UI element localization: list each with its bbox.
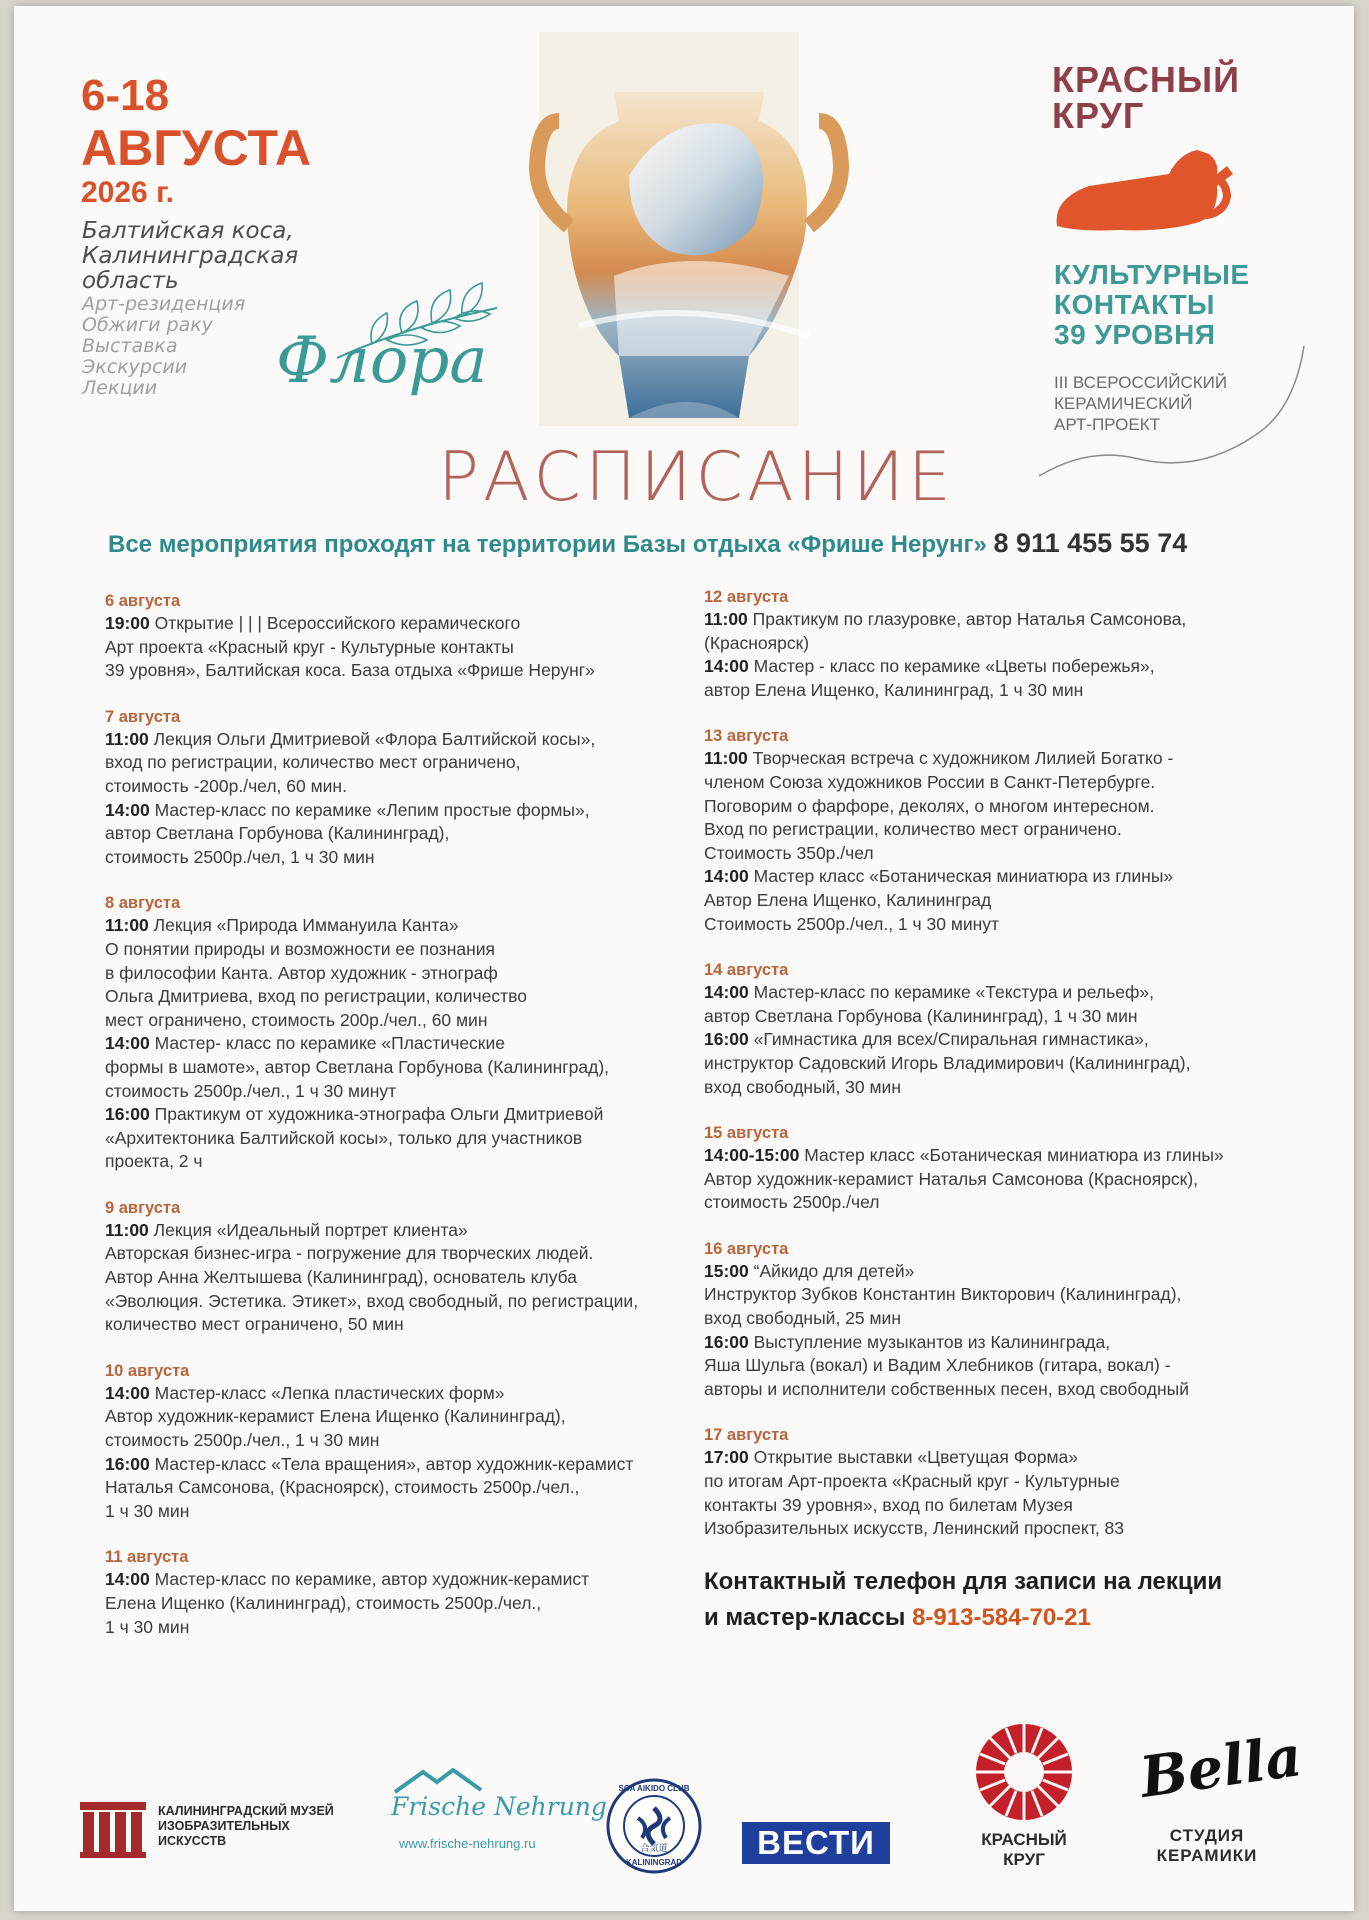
day-block [105, 892, 695, 1174]
aikido-club-logo [606, 1778, 702, 1874]
event-line [704, 747, 1344, 771]
event-line [105, 1568, 695, 1592]
event-line [704, 655, 1344, 679]
event-time: 11:00 [105, 1219, 149, 1240]
event-line [105, 962, 695, 986]
event-text: Ольга Дмитриева, вход по регистрации, количество [105, 986, 527, 1007]
event-text: авторы и исполнители собственных песен, вход свободный [704, 1378, 1189, 1399]
event-place [82, 219, 298, 294]
event-dates: 6-18 [81, 71, 170, 120]
vase-photo [519, 26, 899, 426]
event-text: Мастер-класс по керамике, автор художник-керамист [154, 1569, 590, 1590]
brand-subtitle-line: 39 УРОВНЯ [1054, 319, 1216, 350]
event-line [105, 1500, 695, 1524]
event-text: 1 ч 30 мин [105, 1500, 190, 1521]
event-text: Елена Ищенко (Калининград), стоимость 2500р./чел., [105, 1593, 542, 1613]
event-time: 11:00 [105, 728, 149, 749]
venue-phone: 8 911 455 55 74 [993, 528, 1188, 558]
event-text: инструктор Садовский Игорь Владимирович (Калининград), [704, 1052, 1191, 1073]
event-time: 14:00 [105, 799, 150, 820]
aikido-top-text: SCA AIKIDO CLUB [618, 1784, 690, 1793]
contact-phone: 8-913-584-70-21 [912, 1603, 1091, 1631]
flora-title: Флора [276, 324, 488, 398]
event-line [704, 981, 1344, 1005]
bella-signature: Bella [1136, 1723, 1306, 1811]
bella-caption-line: КЕРАМИКИ [1156, 1846, 1258, 1865]
schedule-title: РАСПИСАНИЕ [438, 438, 955, 517]
event-text: количество мест ограничено, 50 мин [105, 1314, 404, 1335]
brand-note-line: КЕРАМИЧЕСКИЙ [1054, 394, 1193, 413]
event-line [105, 728, 695, 752]
brand-subtitle [1054, 260, 1250, 350]
day-date: 13 августа [704, 727, 789, 746]
event-line [704, 1470, 1344, 1494]
event-line [704, 1283, 1344, 1307]
event-line [704, 913, 1344, 937]
day-block [704, 1122, 1344, 1215]
event-line [105, 846, 695, 870]
activity-item: Лекции [82, 377, 158, 399]
event-text: Авторская бизнес-игра - погружение для творческих людей. [105, 1243, 594, 1264]
event-time: 14:00 [105, 1569, 150, 1590]
event-text: Мастер-класс по керамике «Лепим простые формы», [154, 799, 590, 820]
day-date: 7 августа [105, 707, 181, 726]
day-date: 16 августа [704, 1239, 789, 1258]
event-time: 11:00 [704, 748, 748, 769]
day-date: 17 августа [704, 1426, 789, 1445]
day-date: 14 августа [704, 961, 789, 980]
event-text: стоимость 2500р./чел [704, 1192, 880, 1213]
event-line [105, 636, 695, 660]
event-text: Арт проекта «Красный круг - Культурные контакты [105, 636, 514, 657]
event-text: вход свободный, 30 мин [704, 1076, 901, 1097]
museum-name-line: ИСКУССТВ [158, 1834, 227, 1848]
event-text: Лекция Ольги Дмитриевой «Флора Балтийской косы», [153, 728, 596, 749]
bella-studio-logo [1132, 1723, 1306, 1874]
day-block [105, 1360, 695, 1524]
event-line [105, 1056, 695, 1080]
event-text: Мастер-класс по керамике «Текстура и рельеф», [753, 982, 1154, 1003]
event-line [704, 1354, 1344, 1378]
event-text: 39 уровня», Балтийская коса. База отдыха «Фрише Нерунг» [105, 660, 595, 681]
event-text: “Айкидо для детей» [753, 1260, 915, 1281]
event-line [105, 822, 695, 846]
event-line [704, 1494, 1344, 1518]
day-block [105, 590, 695, 683]
day-date: 9 августа [105, 1198, 181, 1217]
event-text: Лекция «Природа Иммануила Канта» [153, 915, 459, 936]
event-time: 14:00 [105, 1033, 150, 1054]
event-text: Мастер - класс по керамике «Цветы побережья», [753, 656, 1155, 677]
event-text: (Красноярск) [704, 632, 810, 653]
event-line [105, 612, 695, 636]
vesti-logo [742, 1822, 890, 1864]
event-text: Лекция «Идеальный портрет клиента» [153, 1219, 468, 1240]
event-line [105, 1405, 695, 1429]
event-line [704, 889, 1344, 913]
event-line [105, 751, 695, 775]
venue-text: Все мероприятия проходят на территории Базы отдыха «Фрише Нерунг» [108, 531, 987, 558]
event-line [704, 1378, 1344, 1402]
event-time: 15:00 [704, 1260, 749, 1281]
place-line: Балтийская коса, [82, 218, 294, 244]
event-line [105, 1242, 695, 1266]
event-text: Наталья Самсонова, (Красноярск), стоимость 2500р./чел., [105, 1477, 580, 1498]
event-text: стоимость 2500р./чел., 1 ч 30 минут [105, 1080, 397, 1101]
museum-name-line: ИЗОБРАЗИТЕЛЬНЫХ [158, 1819, 290, 1833]
event-time: 14:00 [704, 866, 749, 887]
museum-logo [80, 1800, 380, 1860]
event-text: Творческая встреча с художником Лилией Богатко - [752, 748, 1174, 769]
brand-subtitle-line: КОНТАКТЫ [1054, 289, 1215, 320]
event-text: Открытие | | | Всероссийского керамического [154, 613, 521, 633]
event-text: Вход по регистрации, количество мест ограничено. [704, 819, 1122, 840]
event-line [704, 795, 1344, 819]
event-text: вход по регистрации, количество мест ограничено, [105, 752, 521, 773]
event-line [105, 1313, 695, 1337]
event-text: автор Елена Ищенко, Калининград, 1 ч 30 мин [704, 679, 1084, 700]
event-line [704, 1005, 1344, 1029]
brand-note-line: III ВСЕРОССИЙСКИЙ [1054, 373, 1228, 392]
event-text: Инструктор Зубков Константин Викторович (Калининград), [704, 1284, 1182, 1305]
event-text: Мастер-класс «Тела вращения», автор художник-керамист [154, 1453, 634, 1474]
day-date: 8 августа [105, 894, 181, 913]
contact-line: Контактный телефон для записи на лекции [704, 1567, 1223, 1595]
event-line [105, 1266, 695, 1290]
event-time: 19:00 [105, 613, 150, 633]
event-line [105, 1382, 695, 1406]
event-time: 14:00 [704, 656, 749, 677]
event-time: 11:00 [704, 609, 748, 629]
event-line [105, 1290, 695, 1314]
event-line [105, 1476, 695, 1500]
event-text: Автор художник-керамист Наталья Самсонова (Красноярск), [704, 1168, 1199, 1189]
event-line [105, 985, 695, 1009]
frische-name: Frische Nehrung [391, 1792, 607, 1821]
event-text: Стоимость 2500р./чел., 1 ч 30 минут [704, 913, 1000, 934]
event-line [704, 842, 1344, 866]
event-line [704, 1076, 1344, 1100]
event-text: Мастер класс «Ботаническая миниатюра из глины» [753, 866, 1174, 887]
event-line [704, 1517, 1344, 1541]
event-time: 17:00 [704, 1447, 749, 1468]
event-line [105, 659, 695, 683]
day-block [105, 1197, 695, 1337]
event-line [105, 1150, 695, 1174]
event-text: «Архитектоника Балтийской косы», только для участников [105, 1127, 583, 1148]
event-line [105, 1127, 695, 1151]
red-circle-name-line: КРАСНЫЙ [981, 1830, 1067, 1849]
event-line [704, 679, 1344, 703]
event-time: 16:00 [105, 1104, 150, 1125]
event-line [704, 632, 1344, 656]
event-text: Изобразительных искусств, Ленинский проспект, 83 [704, 1518, 1125, 1539]
event-text: проекта, 2 ч [105, 1151, 203, 1172]
day-block [704, 1238, 1344, 1402]
venue-line [108, 528, 1187, 559]
vesti-text: ВЕСТИ [757, 1824, 875, 1861]
place-line: область [82, 268, 179, 294]
day-date: 12 августа [704, 588, 789, 606]
event-text: по итогам Арт-проекта «Красный круг - Культурные [704, 1471, 1120, 1492]
bella-caption [1132, 1826, 1282, 1866]
event-text: Мастер класс «Ботаническая миниатюра из глины» [804, 1145, 1224, 1166]
event-text: Поговорим о фарфоре, деколях, о многом интересном. [704, 795, 1155, 816]
event-line [105, 1080, 695, 1104]
event-text: стоимость 2500р./чел., 1 ч 30 мин [105, 1430, 380, 1451]
event-year: 2026 г. [81, 176, 174, 209]
event-line [105, 1592, 695, 1616]
event-text: «Гимнастика для всех/Спиральная гимнастика», [753, 1029, 1149, 1050]
event-text: формы в шамоте», автор Светлана Горбунова (Калининград), [105, 1056, 610, 1077]
event-text: Открытие выставки «Цветущая Форма» [753, 1447, 1079, 1468]
day-block [105, 1546, 695, 1639]
event-line [704, 1191, 1344, 1215]
day-block [704, 586, 1344, 702]
amphora-logo-icon [1049, 144, 1239, 239]
event-text: О понятии природы и возможности ее познания [105, 938, 496, 959]
schedule-right-column [704, 586, 1344, 1636]
museum-name-line: КАЛИНИНГРАДСКИЙ МУЗЕЙ [158, 1804, 334, 1818]
event-text: Яша Шульга (вокал) и Вадим Хлебников (гитара, вокал) - [704, 1355, 1171, 1376]
brand-subtitle-line: КУЛЬТУРНЫЕ [1054, 259, 1250, 290]
event-time: 16:00 [704, 1331, 749, 1352]
brand-title-line: КРУГ [1052, 95, 1145, 136]
event-text: в философии Канта. Автор художник - этнограф [105, 962, 498, 983]
frische-nehrung-logo [379, 1768, 607, 1868]
event-line [105, 799, 695, 823]
red-circle-name [964, 1830, 1084, 1870]
contact-text: и мастер-классы [704, 1603, 906, 1631]
event-month: АВГУСТА [81, 120, 312, 176]
museum-columns-icon [80, 1802, 146, 1858]
decorative-curve [1029, 341, 1309, 491]
event-line [105, 938, 695, 962]
day-block [704, 959, 1344, 1099]
event-line [105, 1453, 695, 1477]
red-circle-name-line: КРУГ [1003, 1850, 1045, 1869]
event-time: 14:00-15:00 [704, 1145, 800, 1166]
day-block [704, 725, 1344, 936]
activity-item: Экскурсии [82, 356, 188, 378]
aikido-bottom-text: KALININGRAD [626, 1858, 682, 1867]
activity-item: Арт-резиденция [82, 293, 246, 315]
place-line: Калининградская [82, 243, 299, 269]
activities-list [82, 294, 245, 399]
event-line [105, 1219, 695, 1243]
day-block [704, 1424, 1344, 1540]
event-line [704, 1307, 1344, 1331]
event-line [105, 775, 695, 799]
event-time: 14:00 [704, 982, 749, 1003]
brand-title-line: КРАСНЫЙ [1052, 59, 1241, 100]
frische-url: www.frische-nehrung.ru [399, 1836, 536, 1851]
event-line [704, 1028, 1344, 1052]
event-text: Практикум по глазуровке, автор Наталья Самсонова, [752, 609, 1187, 629]
day-date: 11 августа [105, 1548, 189, 1567]
day-date: 10 августа [105, 1361, 190, 1380]
day-date: 15 августа [704, 1124, 789, 1143]
sunburst-icon [974, 1722, 1074, 1822]
event-line [704, 608, 1344, 632]
event-text: 1 ч 30 мин [105, 1616, 190, 1637]
activity-item: Обжиги раку [82, 314, 213, 336]
event-time: 16:00 [105, 1453, 150, 1474]
museum-name [158, 1804, 334, 1849]
event-line [704, 865, 1344, 889]
red-circle-logo [964, 1722, 1084, 1872]
event-time: 11:00 [105, 915, 149, 936]
aikido-center-text: 合気道 [640, 1844, 668, 1854]
event-time: 16:00 [704, 1029, 749, 1050]
event-line [704, 1144, 1344, 1168]
poster [14, 6, 1354, 1911]
event-text: контакты 39 уровня», вход по билетам Музея [704, 1494, 1073, 1515]
contact-line [704, 1600, 1344, 1636]
event-time: 14:00 [105, 1382, 150, 1403]
event-line [704, 818, 1344, 842]
event-line [704, 1260, 1344, 1284]
event-text: Стоимость 350р./чел [704, 842, 874, 863]
contact-block [704, 1564, 1344, 1636]
event-text: Автор Анна Желтышева (Калининград), основатель клуба [105, 1267, 578, 1288]
event-text: автор Светлана Горбунова (Калининград), 1 ч 30 мин [704, 1005, 1138, 1026]
event-text: Мастер-класс «Лепка пластических форм» [154, 1382, 505, 1403]
event-line [105, 1009, 695, 1033]
event-line [105, 1103, 695, 1127]
event-line [704, 1168, 1344, 1192]
event-text: Практикум от художника-этнографа Ольги Дмитриевой [154, 1104, 604, 1125]
event-line [105, 914, 695, 938]
event-text: «Эволюция. Эстетика. Этикет», вход свободный, по регистрации, [105, 1290, 639, 1311]
event-line [105, 1429, 695, 1453]
event-line [704, 1331, 1344, 1355]
brand-note-line: АРТ-ПРОЕКТ [1054, 415, 1160, 434]
event-text: мест ограничено, стоимость 200р./чел., 60 мин [105, 1009, 488, 1030]
activity-item: Выставка [82, 335, 178, 357]
brand-title [1052, 59, 1241, 136]
event-text: Автор художник-керамист Елена Ищенко (Калининград), [105, 1406, 566, 1427]
event-text: стоимость 2500р./чел, 1 ч 30 мин [105, 846, 375, 867]
event-line [704, 1052, 1344, 1076]
event-text: членом Союза художников России в Санкт-Петербурге. [704, 771, 1156, 792]
event-line [704, 1446, 1344, 1470]
event-text: вход свободный, 25 мин [704, 1308, 901, 1329]
schedule-left-column [105, 590, 695, 1662]
event-text: Мастер- класс по керамике «Пластические [154, 1033, 505, 1054]
event-text: Автор Елена Ищенко, Калининград [704, 889, 992, 910]
event-line [704, 771, 1344, 795]
event-text: Выступление музыкантов из Калининграда, [753, 1331, 1111, 1352]
event-line [105, 1616, 695, 1640]
event-text: стоимость -200р./чел, 60 мин. [105, 775, 347, 796]
day-date: 6 августа [105, 592, 181, 610]
day-block [105, 706, 695, 870]
event-text: автор Светлана Горбунова (Калининград), [105, 823, 450, 844]
event-line [105, 1032, 695, 1056]
roof-icon [393, 1768, 483, 1794]
bella-caption-line: СТУДИЯ [1169, 1826, 1245, 1845]
